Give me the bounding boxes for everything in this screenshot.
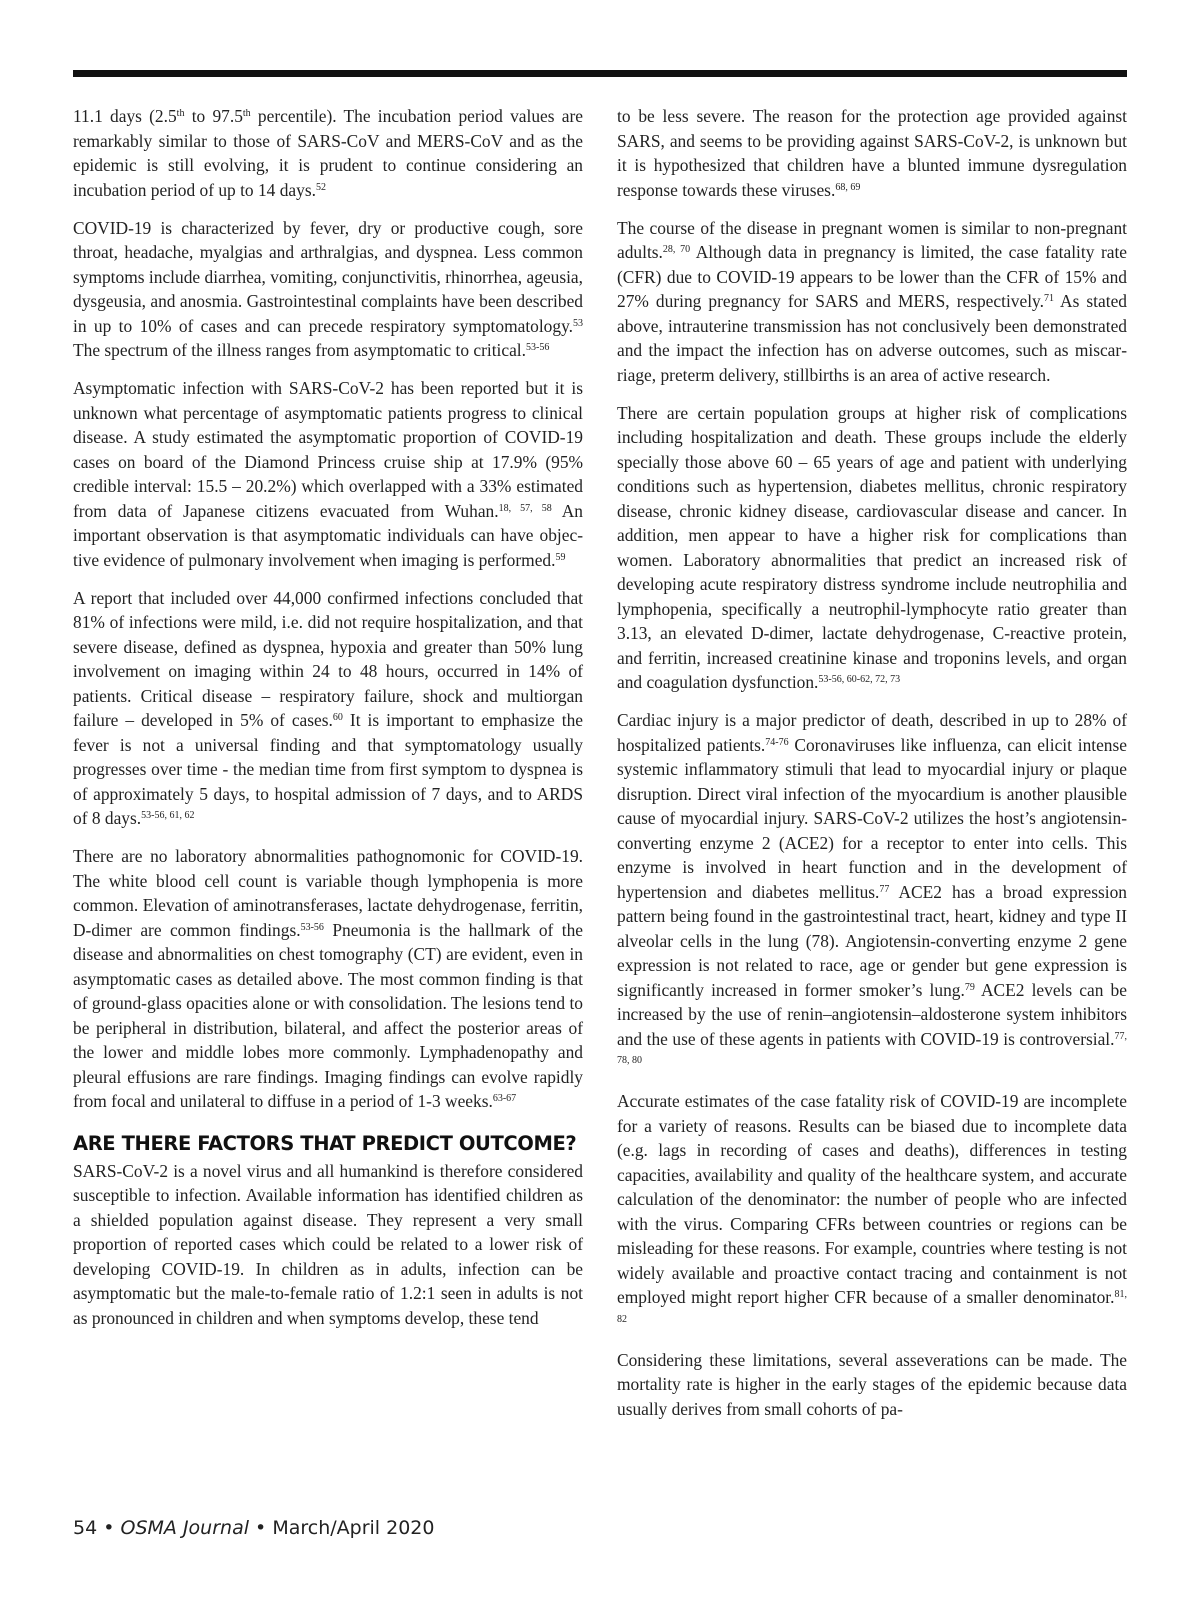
citation: 53-56 xyxy=(300,921,324,933)
citation: 18, 57, 58 xyxy=(498,502,552,514)
citation: 81, 82 xyxy=(617,1289,1127,1325)
citation: 79 xyxy=(964,981,975,993)
citation: 59 xyxy=(555,551,566,563)
paragraph-symptoms: COVID-19 is characterized by fever, dry or productive cough, sore throat, headache, myalgias and arthralgias, and dyspnea. Less common symptoms include diarrhea, vomiting, conjunctivitis, rhinorrhea, ageusia, dysgeusia, and anosmia. Gastrointestinal complaints have been described in up to 10% of cases and can precede respiratory symptomatology.$^{53}$ The spectrum of the illness ranges from asymptomatic to critical.$^{53-56}$ xyxy=(73,217,583,360)
citation: 77 xyxy=(879,883,890,895)
citation: 52 xyxy=(315,181,326,193)
left-column xyxy=(73,104,583,1344)
citation: 53-56, 60-62, 72, 73 xyxy=(818,674,901,685)
page-footer xyxy=(73,1517,434,1539)
citation: 53-56 xyxy=(526,342,550,353)
citation: 60 xyxy=(332,712,343,723)
paragraph-pregnancy: The course of the disease in pregnant women is similar to non-pregnant adults.$^{28, 70}$ Although data in pregnancy is limited, the case fatality rate (CFR) due to COVID-19 appears to be lower than the CFR of 15% and 27% during pregnancy for SARS and MERS, respectively.$^{71}$ As stated above, intrauterine transmission has not conclusively been demonstrated and the impact the infection has on adverse outcomes, such as miscarriage, preterm delivery, stillbirths is an area of active research. xyxy=(617,217,1128,385)
right-column xyxy=(617,104,1127,1435)
page-number: 54 xyxy=(73,1517,98,1539)
citation: 53 xyxy=(573,317,583,329)
citation: 77, 78, 80 xyxy=(617,1030,1127,1066)
citation: 53-56, 61, 62 xyxy=(141,810,195,821)
paragraph-mortality: Considering these limitations, several asseverations can be made. The mortality rate is higher in the early stages of the epidemic because data usually derives from small cohorts of pa- xyxy=(617,1349,1127,1419)
citation: 63-67 xyxy=(492,1093,517,1104)
citation: 68, 69 xyxy=(835,181,861,193)
paragraph-incubation: 11.1 days (2.5th to 97.5th percentile). The incubation period values are remarkably similar to those of SARS-CoV and MERS-CoV and as the epidemic is still evolving, it is prudent to continue considering an incubation period of up to 14 days.$^{52}$ xyxy=(73,106,583,200)
header-rule xyxy=(73,70,1127,77)
section-heading: ARE THERE FACTORS THAT PREDICT OUTCOME? xyxy=(73,1131,577,1155)
journal-name: OSMA Journal xyxy=(120,1517,249,1539)
citation: 71 xyxy=(1043,293,1054,304)
paragraph-susceptibility: SARS-CoV-2 is a novel virus and all humankind is therefore considered susceptible to infection. Available information has identified children as a shielded population against disease. They represent a very small proportion of reported cases which could be related to a lower risk of developing COVID-19. In children as in adults, infection can be asymptomatic but the male-to-female ratio of 1.2:1 seen in adults is not as pronounced in children and when symptoms develop, these tend xyxy=(73,1160,583,1328)
paragraph-children: to be less severe. The reason for the protection age provided against SARS, and seems to be providing against SARS-CoV-2, is unknown but it is hypothesized that children have a blunted immune dysregulation response towards these viruses.$^{68, 69}$ xyxy=(617,106,1127,200)
citation: 28, 70 xyxy=(662,244,691,255)
issue-date: March/April 2020 xyxy=(272,1517,435,1539)
citation: 74-76 xyxy=(765,736,789,748)
paragraph-asymptomatic: Asymptomatic infection with SARS-CoV-2 has been reported but it is unknown what percentage of asymptomatic patients progress to clinical disease. A study estimated the asymptomatic proportion of COVID-19 cases on board of the Diamond Princess cruise ship at 17.9% (95% credible interval: 15.5 – 20.2%) which overlapped with a 33% estimated from data of Japanese citizens evacuated from Wuhan.$^{18, 57, 58}$ An important observation is that asymptomatic individuals can have objective evidence of pulmonary involvement when imaging is performed.$^{59}$ xyxy=(73,378,583,570)
footer-bullet: • xyxy=(255,1517,267,1539)
footer-bullet: • xyxy=(103,1517,115,1539)
paragraph-case-fatality: Accurate estimates of the case fatality risk of COVID-19 are incomplete for a variety of reasons. Results can be biased due to incomplete data (e.g. lags in recording of cases and deaths), differences in testing capacities, availability and quality of the healthcare system, and accurate calculation of the denominator: the number of people who are infected with the virus. Comparing CFRs between countries or regions can be misleading for these reasons. For example, countries where testing is not widely available and proactive contact tracing and containment is not employed might report higher CFR because of a smaller denominator.$^{81, 82}$ xyxy=(617,1091,1127,1325)
paragraph-laboratory: There are no laboratory abnormalities pathognomonic for COVID-19. The white blood cell count is variable though lymphopenia is more common. Elevation of aminotransferases, lactate dehydrogenase, ferritin, D-dimer are common findings.$^{53-56}$ Pneumonia is the hallmark of the disease and abnormalities on chest tomography (CT) are evident, even in asymptomatic cases as detailed above. The most common finding is that of ground-glass opacities alone or with consolidation. The lesions tend to be peripheral in distribution, bilateral, and affect the posterior areas of the lower and middle lobes more commonly. Lymphadenopathy and pleural effusions are rare findings. Imaging findings can evolve rapidly from focal and unilateral to diffuse in a period of 1-3 weeks.$^{63-67}$ xyxy=(73,846,583,1111)
paragraph-cardiac: Cardiac injury is a major predictor of death, described in up to 28% of hospitalized patients.$^{74-76}$ Coronaviruses like influenza, can elicit intense systemic inflammatory stimuli that lead to myocardial injury or plaque disruption. Direct viral infection of the myocardium is another plausible cause of myocardial injury. SARS-CoV-2 utilizes the host’s angiotensin-converting enzyme 2 (ACE2) for a receptor to enter into cells. This enzyme is involved in heart function and in the development of hypertension and diabetes mellitus.$^{77}$ ACE2 has a broad expression pattern being found in the gastrointestinal tract, heart, kidney and type II alveolar cells in the lung (78). Angiotensin-converting enzyme 2 gene expression is not related to race, age or gender but gene expression is significantly increased in former smoker’s lung.$^{79}$ ACE2 levels can be increased by the use of renin–angiotensin–aldosterone system inhibitors and the use of these agents in patients with COVID-19 is controversial.$^{77, 78, 80}$ xyxy=(617,710,1127,1066)
paragraph-severity-report: A report that included over 44,000 confirmed infections concluded that 81% of infections were mild, i.e. did not require hospitalization, and that severe disease, defined as dyspnea, hypoxia and greater than 50% lung involvement on imaging within 24 to 48 hours, occurred in 14% of patients. Critical disease – respiratory failure, shock and multiorgan failure – developed in 5% of cases.$^{60}$ It is important to emphasize the fever is not a universal finding and that symptomatology usually progresses over time - the median time from first symptom to dyspnea is of approximately 5 days, to hospital admission of 7 days, and to ARDS of 8 days.$^{53-56, 61, 62}$ xyxy=(73,587,583,828)
paragraph-risk-groups: There are certain population groups at higher risk of complications including hospitalization and death. These groups include the elderly specially those above 60 – 65 years of age and patient with underlying conditions such as hypertension, diabetes mellitus, chronic respiratory disease, chronic kidney disease, cardiovascular disease and cancer. In addition, men appear to have a higher risk for complications than women. Laboratory abnormalities that predict an increased risk of developing acute respiratory distress syndrome include neutrophilia and lymphopenia, specifically a neutrophil-lymphocyte ratio greater than 3.13, an elevated D-dimer, lactate dehydrogenase, C-reactive protein, and ferritin, increased creatinine kinase and troponins levels, and organ and coagulation dysfunction.$^{53-56, 60-62, 72, 73}$ xyxy=(617,402,1127,692)
